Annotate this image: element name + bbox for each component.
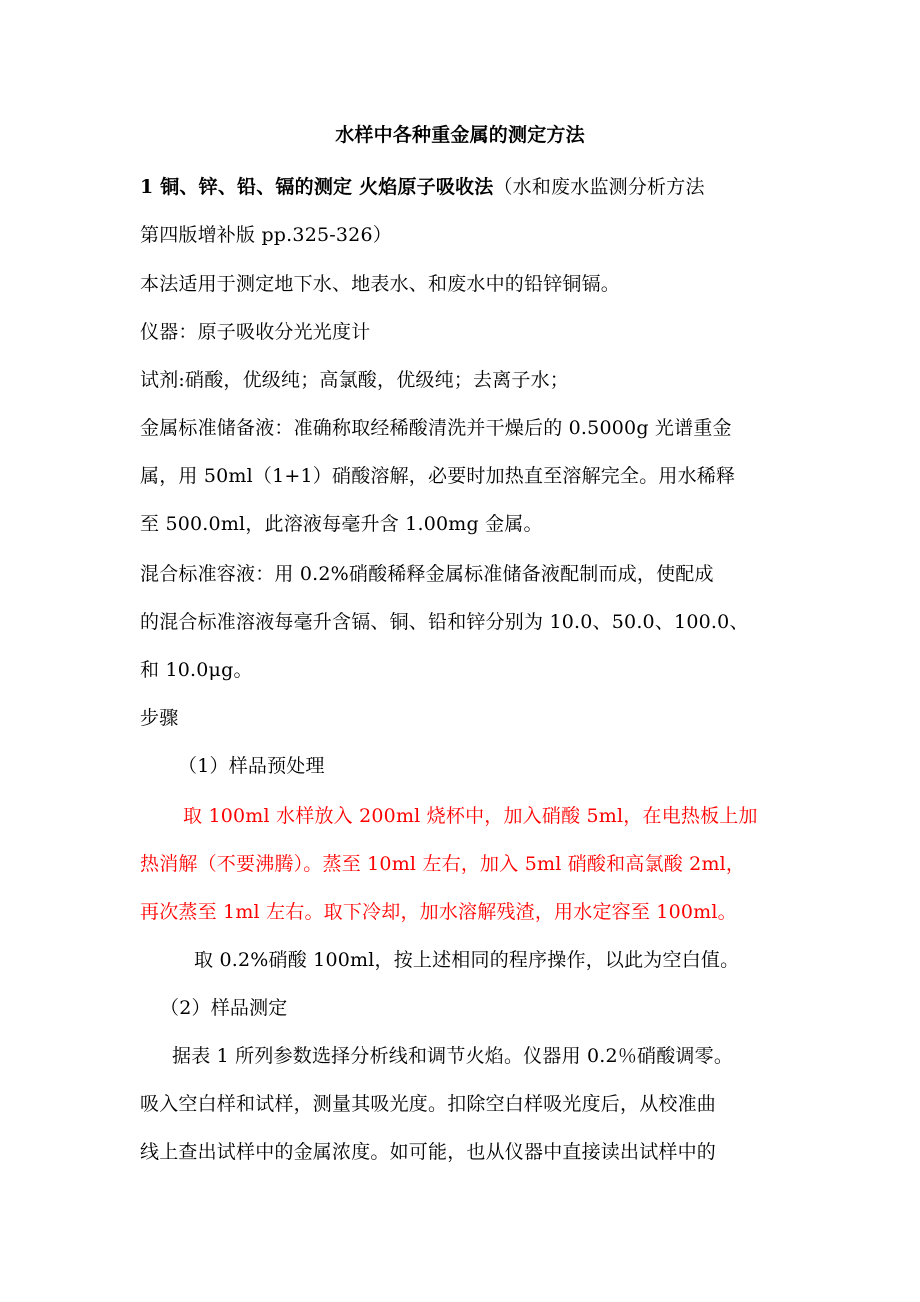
mixed-standard-line3: 和 10.0μg。 [140, 659, 253, 681]
step1-red-line1: 取 100ml 水样放入 200ml 烧杯中，加入硝酸 5ml，在电热板上加 [183, 805, 758, 827]
step1-heading: （1）样品预处理 [178, 755, 325, 777]
stock-solution-line2: 属，用 50ml（1+1）硝酸溶解，必要时加热直至溶解完全。用水稀释 [140, 465, 736, 487]
step2-line1: 据表 1 所列参数选择分析线和调节火焰。仪器用 0.2％硝酸调零。 [172, 1045, 734, 1067]
section-heading-source: （水和废水监测分析方法 [493, 176, 705, 198]
section-heading-line2: 第四版增补版 pp.325-326） [140, 224, 392, 246]
step1-red-line3: 再次蒸至 1ml 左右。取下冷却，加水溶解残渣，用水定容至 100ml。 [140, 901, 737, 923]
instrument-text: 仪器：原子吸收分光光度计 [140, 321, 371, 343]
reagents-text: 试剂:硝酸，优级纯；高氯酸，优级纯；去离子水； [140, 369, 570, 391]
steps-heading: 步骤 [140, 707, 179, 729]
mixed-standard-line1: 混合标准容液：用 0.2%硝酸稀释金属标准储备液配制而成，使配成 [140, 563, 714, 585]
step2-heading: （2）样品测定 [160, 997, 288, 1019]
step1-red-line2: 热消解（不要沸腾）。蒸至 10ml 左右，加入 5ml 硝酸和高氯酸 2ml， [140, 853, 746, 875]
step2-line3: 线上查出试样中的金属浓度。如可能，也从仪器中直接读出试样中的 [140, 1141, 717, 1163]
section-heading-bold: 1 铜、锌、铅、镉的测定 火焰原子吸收法 [140, 176, 494, 198]
step2-line2: 吸入空白样和试样，测量其吸光度。扣除空白样吸光度后，从校准曲 [140, 1093, 717, 1115]
stock-solution-line1: 金属标准储备液：准确称取经稀酸清洗并干燥后的 0.5000g 光谱重金 [140, 417, 732, 439]
document-title: 水样中各种重金属的测定方法 [335, 124, 585, 146]
mixed-standard-line2: 的混合标准溶液每毫升含镉、铜、铅和锌分别为 10.0、50.0、100.0、 [140, 611, 749, 633]
scope-text: 本法适用于测定地下水、地表水、和废水中的铅锌铜镉。 [140, 273, 621, 295]
blank-procedure: 取 0.2%硝酸 100ml，按上述相同的程序操作，以此为空白值。 [194, 949, 740, 971]
section-heading [140, 174, 705, 200]
stock-solution-line3: 至 500.0ml，此溶液每毫升含 1.00mg 金属。 [140, 513, 543, 535]
